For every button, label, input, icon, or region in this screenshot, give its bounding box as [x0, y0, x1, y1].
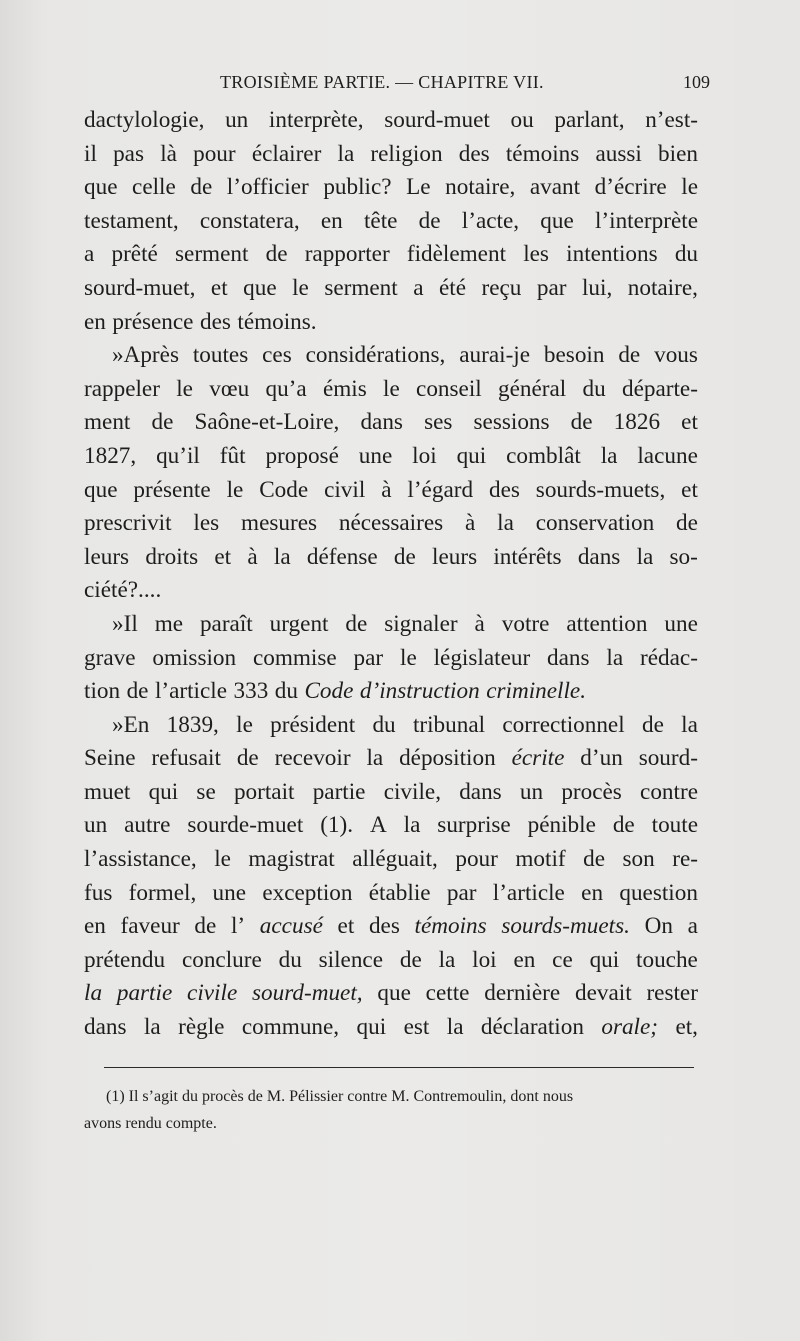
- word: de: [393, 543, 416, 570]
- word: so-: [669, 543, 698, 570]
- word: de: [583, 846, 606, 873]
- word: 1839,: [166, 711, 219, 738]
- word: à: [474, 610, 485, 637]
- body-text: [84, 104, 698, 1045]
- word: vous: [654, 342, 698, 369]
- word: l’article: [154, 678, 228, 705]
- word: la: [600, 442, 618, 469]
- word: alléguait,: [352, 846, 438, 873]
- word: toutes: [192, 342, 249, 369]
- text-line: [84, 373, 698, 407]
- word: »Après: [112, 342, 179, 369]
- word: commise: [252, 644, 337, 671]
- word: témoins: [505, 140, 580, 167]
- text-line: [84, 843, 698, 877]
- running-title: TROISIÈME PARTIE. — CHAPITRE VII.: [220, 72, 544, 92]
- word: ment: [84, 409, 131, 436]
- word: Saône-et-Loire,: [194, 409, 340, 436]
- word: l’officier: [226, 174, 309, 201]
- word: ou: [510, 107, 534, 133]
- word: bien: [658, 140, 698, 167]
- word: et: [337, 913, 355, 940]
- word: la: [438, 946, 456, 973]
- word: général: [498, 375, 567, 402]
- word: portait: [233, 778, 295, 805]
- word: la: [497, 510, 514, 537]
- word: par: [446, 879, 477, 906]
- word: interprète,: [268, 107, 364, 133]
- text-line: [84, 642, 698, 676]
- word: que: [243, 274, 277, 301]
- word: nécessaires: [338, 510, 444, 537]
- word: à: [381, 476, 392, 503]
- word: intérêts: [493, 543, 562, 570]
- word: que: [377, 980, 411, 1007]
- word: A: [369, 812, 387, 839]
- word: président: [270, 711, 356, 738]
- word: besoin: [543, 342, 605, 369]
- word: omission: [152, 644, 237, 671]
- word: civile: [187, 980, 238, 1007]
- word: a: [84, 241, 95, 268]
- word: la: [366, 745, 384, 772]
- text-line: [84, 306, 698, 340]
- word: l’: [230, 913, 246, 940]
- word: pénible: [527, 812, 596, 839]
- text-line: [84, 1011, 698, 1045]
- word: constatera,: [199, 207, 300, 234]
- word: dans: [547, 644, 590, 671]
- word: l’assistance,: [84, 846, 197, 873]
- word: Code: [304, 678, 354, 705]
- word: civil: [324, 476, 366, 503]
- word: ces: [262, 342, 292, 369]
- word: »Il: [112, 610, 138, 637]
- word: de: [399, 946, 422, 973]
- word: à: [247, 543, 258, 570]
- word: ses: [424, 409, 453, 436]
- word: règle: [178, 1014, 225, 1041]
- word: Seine: [84, 745, 136, 772]
- word: criminelle.: [486, 678, 586, 705]
- word: mesures: [241, 510, 318, 537]
- word: d’instruction: [359, 678, 480, 705]
- word: un: [225, 107, 249, 133]
- word: de: [190, 174, 213, 201]
- word: de: [126, 678, 149, 705]
- word: de: [418, 207, 441, 234]
- word: signaler: [384, 610, 458, 637]
- word: refusait: [151, 745, 221, 772]
- word: le: [400, 644, 417, 671]
- word: proposé: [265, 442, 339, 469]
- word: considérations,: [305, 342, 446, 369]
- word: un: [519, 778, 544, 805]
- word: loi: [472, 946, 497, 973]
- word: la: [143, 1014, 161, 1041]
- word: le: [292, 274, 309, 301]
- page-number: 109: [683, 72, 710, 92]
- word: conclure: [181, 946, 262, 973]
- word: la: [636, 543, 654, 570]
- word: l’interprète: [594, 207, 698, 234]
- word: 1827,: [84, 442, 137, 469]
- word: en: [84, 308, 106, 335]
- word: vœu: [209, 375, 250, 402]
- word: tête: [363, 207, 398, 234]
- word: les: [193, 510, 220, 537]
- word: le: [226, 476, 244, 503]
- word: dans: [360, 409, 403, 436]
- word: de: [151, 409, 174, 436]
- word: 333: [233, 678, 269, 705]
- word: le: [236, 711, 253, 738]
- word: tribunal: [412, 711, 486, 738]
- word: question: [619, 879, 698, 906]
- word: du: [274, 678, 298, 705]
- text-line: [84, 977, 698, 1011]
- word: conservation: [535, 510, 655, 537]
- word: été: [438, 274, 467, 301]
- word: que: [540, 207, 574, 234]
- word: qu’il: [156, 442, 200, 469]
- text-line: [84, 776, 698, 810]
- word: pour: [193, 140, 236, 167]
- word: la: [337, 140, 355, 167]
- word: établie: [368, 879, 431, 906]
- word: sourd-muet,: [252, 980, 363, 1007]
- word: sourd-: [638, 745, 698, 772]
- word: rester: [646, 980, 698, 1007]
- word: le: [214, 846, 231, 873]
- word: de: [265, 241, 288, 268]
- text-line: [84, 138, 698, 172]
- word: notaire,: [445, 174, 516, 201]
- word: paraît: [199, 610, 253, 637]
- word: avant: [529, 174, 581, 201]
- word: départe-: [622, 375, 698, 402]
- word: rapporter: [304, 241, 390, 268]
- word: 1826: [613, 409, 661, 436]
- word: écrite: [511, 745, 565, 772]
- word: du: [372, 711, 396, 738]
- text-line: [84, 507, 698, 541]
- word: de: [570, 409, 593, 436]
- text-line: [84, 406, 698, 440]
- word: aurai-je: [459, 342, 531, 369]
- word: (1).: [320, 812, 354, 839]
- word: émis: [322, 375, 367, 402]
- word: ce: [552, 946, 573, 973]
- text-line: [84, 910, 698, 944]
- word: se: [196, 778, 216, 805]
- word: du: [674, 241, 698, 268]
- word: lui,: [581, 274, 613, 301]
- word: comblât: [506, 442, 581, 469]
- word: celle: [132, 174, 176, 201]
- word: dactylologie,: [84, 107, 205, 133]
- word: toute: [651, 812, 698, 839]
- word: en: [84, 913, 106, 940]
- word: et,: [675, 1014, 698, 1041]
- word: me: [154, 610, 184, 637]
- word: déclaration: [480, 1014, 584, 1041]
- word: les: [523, 241, 549, 268]
- word: partie: [312, 778, 366, 805]
- word: prêté: [111, 241, 158, 268]
- word: de: [641, 711, 664, 738]
- text-line: [84, 104, 698, 138]
- footnote-line: avons rendu compte.: [84, 1115, 217, 1132]
- word: des: [488, 476, 520, 503]
- word: tion: [84, 678, 121, 705]
- word: fût: [219, 442, 246, 469]
- word: par: [353, 644, 384, 671]
- text-line: [84, 574, 698, 608]
- word: dans: [459, 778, 502, 805]
- word: sourds-muets,: [535, 476, 666, 503]
- word: dans: [577, 543, 621, 570]
- word: reçu: [481, 274, 522, 301]
- word: l’article: [492, 879, 565, 906]
- word: muet: [84, 778, 131, 805]
- word: qui: [148, 778, 179, 805]
- text-line: [84, 608, 698, 642]
- word: de: [612, 812, 635, 839]
- text-line: [84, 272, 698, 306]
- word: d’écrire: [594, 174, 667, 201]
- word: contre: [640, 778, 698, 805]
- word: partie: [116, 980, 173, 1007]
- word: grave: [84, 644, 136, 671]
- word: par: [536, 274, 567, 301]
- word: »En: [112, 711, 150, 738]
- word: pas: [113, 140, 144, 167]
- word: que: [84, 174, 118, 201]
- word: et: [681, 476, 698, 503]
- word: des: [458, 140, 490, 167]
- word: du: [278, 946, 302, 973]
- word: correctionnel: [502, 711, 625, 738]
- text-line: [84, 440, 698, 474]
- word: civile,: [383, 778, 441, 805]
- word: public?: [323, 174, 392, 201]
- word: une: [664, 610, 698, 637]
- word: touche: [636, 946, 698, 973]
- word: de: [345, 610, 368, 637]
- word: témoins: [414, 913, 487, 940]
- word: rappeler: [84, 375, 160, 402]
- word: conseil: [416, 375, 482, 402]
- word: la: [446, 1014, 464, 1041]
- text-line: [84, 877, 698, 911]
- text-line: [84, 205, 698, 239]
- word: sourd-muet: [384, 107, 490, 133]
- word: son: [622, 846, 655, 873]
- word: déposition: [399, 745, 496, 772]
- word: fidèlement: [406, 241, 507, 268]
- word: prescrivit: [84, 510, 172, 537]
- word: rédac-: [640, 644, 698, 671]
- word: re-: [672, 846, 698, 873]
- word: Code: [259, 476, 309, 503]
- word: sourds-muets.: [501, 913, 630, 940]
- word: prétendu: [84, 946, 166, 973]
- word: attention: [566, 610, 648, 637]
- text-line: [84, 238, 698, 272]
- word: n’est-: [645, 107, 698, 133]
- word: la: [606, 644, 624, 671]
- word: faveur: [120, 913, 180, 940]
- word: et: [210, 274, 228, 301]
- word: en: [320, 207, 343, 234]
- word: silence: [318, 946, 384, 973]
- text-line: [84, 675, 698, 709]
- word: commune,: [241, 1014, 340, 1041]
- word: qu’a: [265, 375, 307, 402]
- word: sourd-muet,: [84, 274, 196, 301]
- word: dernière: [484, 980, 561, 1007]
- word: sourde-muet: [187, 812, 304, 839]
- word: la: [84, 980, 103, 1007]
- footnote-rule: [104, 1067, 694, 1068]
- word: a: [413, 274, 424, 301]
- word: à: [465, 510, 476, 537]
- word: procès: [561, 778, 622, 805]
- word: le: [681, 174, 698, 201]
- word: présente: [133, 476, 211, 503]
- word: là: [160, 140, 177, 167]
- word: la: [273, 543, 291, 570]
- text-line: [84, 339, 698, 373]
- text-line: [84, 171, 698, 205]
- word: formel,: [128, 879, 197, 906]
- word: votre: [501, 610, 550, 637]
- word: ciété?....: [84, 577, 162, 604]
- word: du: [582, 375, 606, 402]
- word: exception: [262, 879, 353, 906]
- word: la: [681, 711, 698, 738]
- word: de: [676, 510, 698, 537]
- word: en: [581, 879, 604, 906]
- word: autre: [124, 812, 171, 839]
- word: de: [194, 913, 217, 940]
- text-line: [84, 474, 698, 508]
- word: et: [214, 543, 232, 570]
- text-line: [84, 742, 698, 776]
- word: devait: [574, 980, 632, 1007]
- word: témoins.: [237, 308, 317, 335]
- word: un: [84, 812, 108, 839]
- word: parlant,: [554, 107, 625, 133]
- word: la: [403, 812, 421, 839]
- word: le: [383, 375, 400, 402]
- word: droits: [145, 543, 199, 570]
- word: il: [84, 140, 97, 167]
- word: serment: [324, 274, 398, 301]
- word: lacune: [637, 442, 698, 469]
- word: On: [644, 913, 673, 940]
- text-line: [84, 809, 698, 843]
- word: urgent: [269, 610, 329, 637]
- word: des: [199, 308, 231, 335]
- word: l’égard: [407, 476, 474, 503]
- word: fus: [84, 879, 113, 906]
- text-line: [84, 944, 698, 978]
- word: une: [358, 442, 393, 469]
- word: dans: [84, 1014, 127, 1041]
- word: accusé: [259, 913, 323, 940]
- word: qui: [589, 946, 620, 973]
- word: en: [513, 946, 536, 973]
- word: cette: [425, 980, 470, 1007]
- word: qui: [356, 1014, 387, 1041]
- word: une: [212, 879, 247, 906]
- word: orale;: [601, 1014, 659, 1041]
- word: de: [236, 745, 259, 772]
- word: surprise: [437, 812, 511, 839]
- word: sessions: [473, 409, 550, 436]
- word: leurs: [432, 543, 478, 570]
- word: Le: [406, 174, 431, 201]
- word: d’un: [580, 745, 623, 772]
- word: serment: [175, 241, 249, 268]
- word: notaire,: [627, 274, 698, 301]
- word: loi: [412, 442, 437, 469]
- footnote: [84, 1083, 698, 1137]
- word: leurs: [84, 543, 130, 570]
- word: l’acte,: [461, 207, 520, 234]
- word: pour: [455, 846, 498, 873]
- word: aussi: [595, 140, 642, 167]
- word: des: [368, 913, 400, 940]
- word: défense: [306, 543, 378, 570]
- word: législateur: [433, 644, 531, 671]
- word: intentions: [566, 241, 658, 268]
- word: magistrat: [248, 846, 335, 873]
- text-line: [84, 709, 698, 743]
- text-line: [84, 541, 698, 575]
- footnote-line: (1) Il s’agit du procès de M. Pélissier contre M. Contremoulin, dont nous: [106, 1088, 574, 1105]
- word: testament,: [84, 207, 179, 234]
- word: que: [84, 476, 118, 503]
- word: présence: [112, 308, 194, 335]
- word: motif: [515, 846, 566, 873]
- word: éclairer: [251, 140, 322, 167]
- word: est: [403, 1014, 430, 1041]
- word: et: [681, 409, 698, 436]
- word: religion: [370, 140, 443, 167]
- word: le: [176, 375, 193, 402]
- word: qui: [456, 442, 487, 469]
- word: a: [687, 913, 698, 940]
- page-header: [84, 72, 710, 98]
- word: recevoir: [274, 745, 351, 772]
- word: de: [618, 342, 641, 369]
